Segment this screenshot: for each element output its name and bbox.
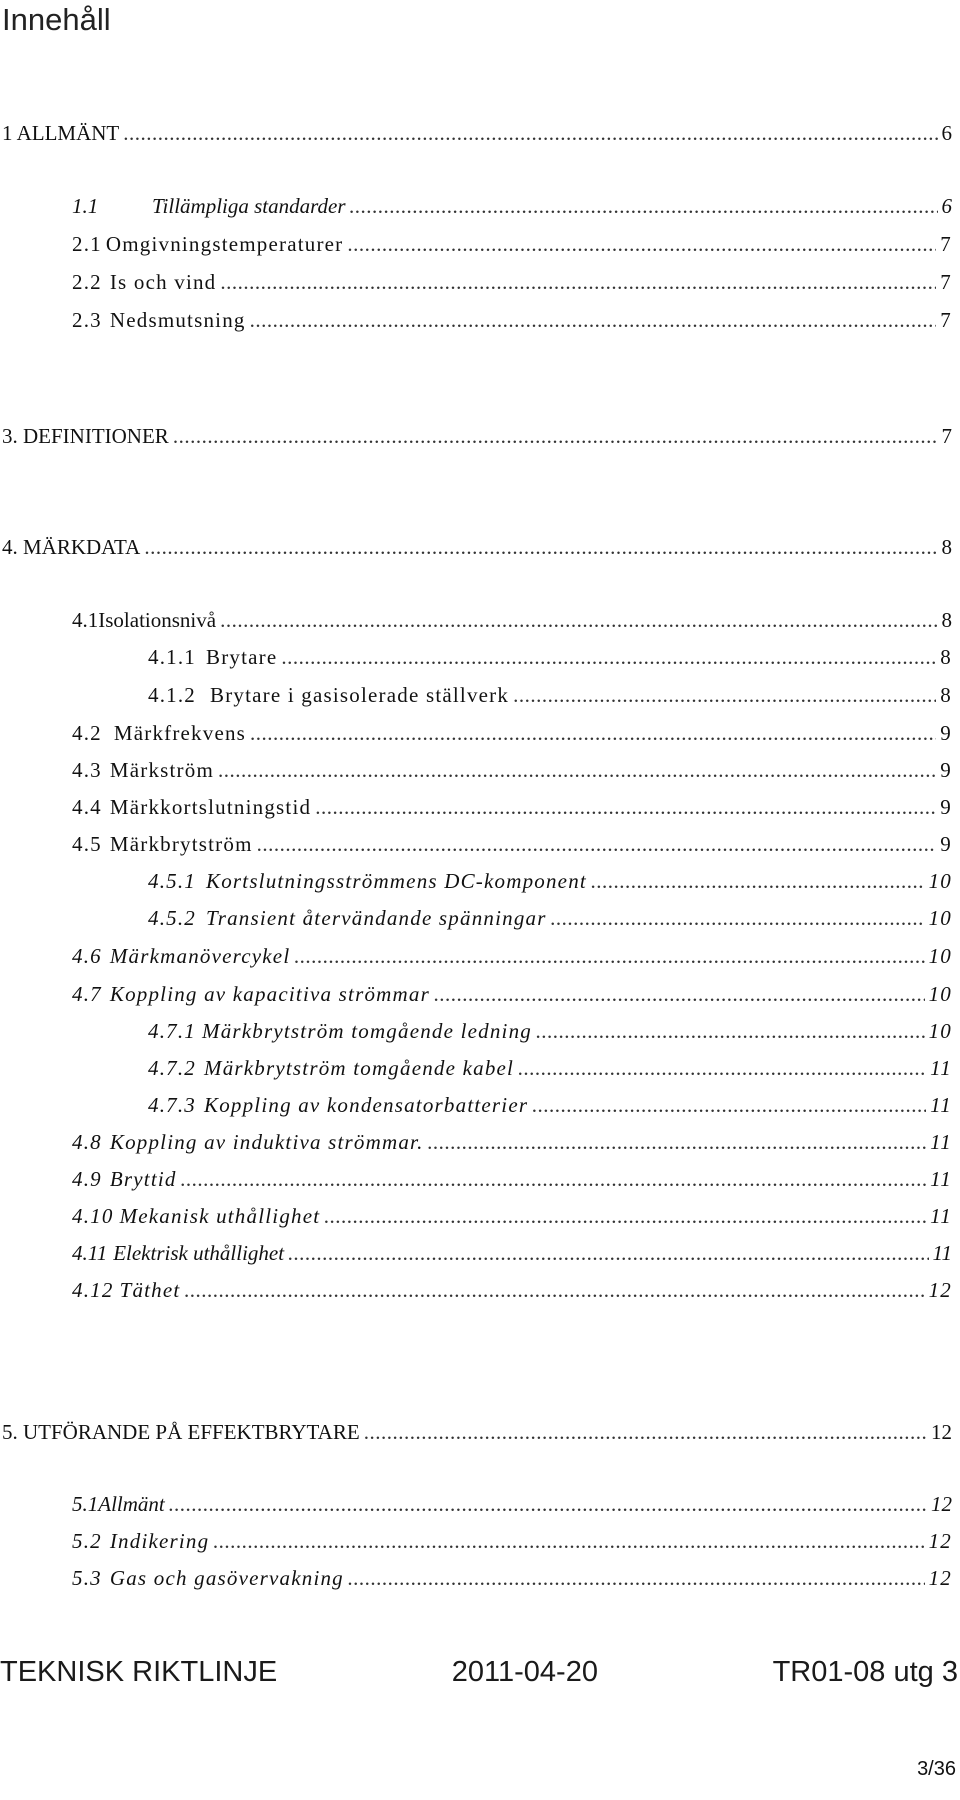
- toc-number: 1.1: [72, 194, 99, 218]
- toc-leader: [250, 305, 937, 335]
- toc-entry[interactable]: [72, 1238, 952, 1268]
- toc-entry[interactable]: [148, 866, 952, 896]
- toc-page: 11: [930, 1093, 952, 1117]
- toc-leader: [220, 267, 936, 297]
- toc-label: Transient återvändande spänningar: [206, 906, 547, 930]
- toc-label: Gas och gasövervakning: [109, 1566, 344, 1590]
- toc-label: Kortslutningsströmmens DC-komponent: [206, 869, 587, 893]
- toc-number: 4.10: [72, 1204, 114, 1228]
- toc-label: Koppling av induktiva strömmar.: [109, 1130, 424, 1154]
- toc-number: 4.5.2: [148, 906, 196, 930]
- toc-label: Indikering: [109, 1529, 210, 1553]
- toc-number: 4.12: [72, 1278, 114, 1302]
- toc-entry[interactable]: [148, 680, 952, 710]
- toc-label: Märkström: [109, 758, 214, 782]
- toc-entry[interactable]: [2, 421, 952, 451]
- toc-leader: [218, 755, 936, 785]
- toc-entry[interactable]: [72, 755, 952, 785]
- toc-page: 6: [941, 194, 952, 218]
- footer-document-type: TEKNISK RIKTLINJE: [0, 1656, 278, 1688]
- toc-label: Märkkortslutningstid: [109, 795, 312, 819]
- toc-number: 5. UTFÖRANDE PÅ EFFEKTBRYTARE: [2, 1420, 360, 1444]
- toc-leader: [518, 1053, 926, 1083]
- toc-label: Märkbrytström tomgående ledning: [202, 1019, 532, 1043]
- toc-label: Märkfrekvens: [113, 721, 247, 745]
- toc-leader: [181, 1164, 927, 1194]
- toc-label: Tillämpliga standarder: [152, 194, 346, 218]
- toc-label: Nedsmutsning: [109, 308, 246, 332]
- toc-entry[interactable]: [148, 1090, 952, 1120]
- toc-label: Brytare: [206, 645, 278, 669]
- toc-leader: [434, 979, 925, 1009]
- toc-label: Is och vind: [109, 270, 217, 294]
- toc-entry[interactable]: [72, 605, 952, 635]
- toc-leader: [281, 642, 936, 672]
- toc-number: 4.8: [72, 1130, 102, 1154]
- toc-number: 4.1.1: [148, 645, 196, 669]
- toc-leader: [288, 1238, 928, 1268]
- toc-entry[interactable]: [72, 1489, 952, 1519]
- toc-page: 8: [941, 608, 952, 632]
- toc-page: 8: [940, 683, 952, 707]
- toc-number: 4.5: [72, 832, 102, 856]
- toc-leader: [220, 605, 937, 635]
- toc-page: 11: [932, 1241, 952, 1265]
- toc-leader: [551, 903, 925, 933]
- toc-leader: [257, 829, 937, 859]
- toc-number: 4. MÄRKDATA: [2, 535, 141, 559]
- toc-entry[interactable]: [148, 1053, 952, 1083]
- toc-number: 4.3: [72, 758, 102, 782]
- toc-page: 6: [941, 121, 952, 145]
- page-title: Innehåll: [2, 2, 111, 37]
- toc-leader: [536, 1016, 925, 1046]
- toc-entry[interactable]: [72, 829, 952, 859]
- toc-entry[interactable]: [72, 1275, 952, 1305]
- toc-page: 7: [940, 308, 952, 332]
- toc-entry[interactable]: [72, 191, 952, 221]
- toc-entry[interactable]: [72, 1127, 952, 1157]
- toc-leader: [532, 1090, 926, 1120]
- toc-number: 4.11: [72, 1241, 108, 1265]
- toc-number: 4.7: [72, 982, 102, 1006]
- toc-entry[interactable]: [148, 1016, 952, 1046]
- toc-entry[interactable]: [72, 1526, 952, 1556]
- toc-number: 4.4: [72, 795, 102, 819]
- toc-entry[interactable]: [2, 1417, 952, 1447]
- toc-page: 9: [940, 795, 952, 819]
- toc-leader: [428, 1127, 927, 1157]
- toc-page: 12: [931, 1420, 952, 1444]
- toc-page: 12: [928, 1566, 952, 1590]
- toc-number: 5.1: [72, 1492, 99, 1516]
- toc-number: 4.7.1: [148, 1019, 196, 1043]
- toc-page: 12: [931, 1492, 952, 1516]
- toc-page: 7: [940, 270, 952, 294]
- toc-number: 2.2: [72, 270, 102, 294]
- toc-page: 8: [941, 535, 952, 559]
- toc-number: 4.7.3: [148, 1093, 196, 1117]
- toc-label: Märkmanövercykel: [109, 944, 291, 968]
- toc-leader: [347, 229, 936, 259]
- toc-page: 11: [930, 1204, 952, 1228]
- toc-entry[interactable]: [2, 532, 952, 562]
- footer-document-id: TR01-08 utg 3: [772, 1656, 958, 1688]
- toc-label: Märkbrytström tomgående kabel: [204, 1056, 515, 1080]
- toc-leader: [364, 1417, 927, 1447]
- toc-entry[interactable]: [72, 792, 952, 822]
- toc-page: 10: [928, 944, 952, 968]
- toc-number: 4.9: [72, 1167, 102, 1191]
- toc-leader: [294, 941, 924, 971]
- toc-page: 8: [940, 645, 952, 669]
- toc-label: Isolationsnivå: [98, 608, 217, 632]
- page-number: 3/36: [917, 1758, 956, 1780]
- toc-number: 4.7.2: [148, 1056, 196, 1080]
- toc-page: 9: [940, 758, 952, 782]
- toc-page: 7: [940, 232, 952, 256]
- toc-entry[interactable]: [72, 979, 952, 1009]
- toc-label: Allmänt: [98, 1492, 165, 1516]
- toc-entry[interactable]: [72, 1164, 952, 1194]
- toc-entry[interactable]: [72, 305, 952, 335]
- toc-leader: [173, 421, 938, 451]
- toc-label: Märkbrytström: [109, 832, 253, 856]
- toc-entry[interactable]: [2, 118, 952, 148]
- toc-page: 9: [940, 832, 952, 856]
- toc-leader: [184, 1275, 924, 1305]
- toc-leader: [144, 532, 937, 562]
- toc-leader: [250, 718, 936, 748]
- toc-entry[interactable]: [72, 1201, 952, 1231]
- toc-number: 2.3: [72, 308, 102, 332]
- toc-number: 2.1: [72, 232, 102, 256]
- toc-leader: [513, 680, 936, 710]
- toc-page: 10: [928, 982, 952, 1006]
- toc-page: 10: [928, 869, 952, 893]
- toc-leader: [315, 792, 936, 822]
- toc-entry[interactable]: [72, 718, 952, 748]
- toc-page: 7: [941, 424, 952, 448]
- toc-number: 1 ALLMÄNT: [2, 121, 120, 145]
- toc-page: 12: [928, 1278, 952, 1302]
- toc-page: 10: [928, 1019, 952, 1043]
- toc-leader: [213, 1526, 924, 1556]
- toc-number: 5.3: [72, 1566, 102, 1590]
- toc-leader: [591, 866, 925, 896]
- toc-leader: [324, 1201, 926, 1231]
- toc-number: 4.6: [72, 944, 102, 968]
- toc-entry[interactable]: [148, 642, 952, 672]
- toc-page: 11: [930, 1130, 952, 1154]
- toc-label: Täthet: [119, 1278, 181, 1302]
- toc-number: 5.2: [72, 1529, 102, 1553]
- toc-page: 11: [930, 1167, 952, 1191]
- toc-entry[interactable]: [72, 267, 952, 297]
- toc-label: Koppling av kondensatorbatterier: [204, 1093, 529, 1117]
- toc-label: Elektrisk uthållighet: [113, 1241, 285, 1265]
- toc-page: 12: [928, 1529, 952, 1553]
- toc-entry[interactable]: [72, 229, 952, 259]
- toc-leader: [169, 1489, 927, 1519]
- toc-entry[interactable]: [72, 1563, 952, 1593]
- toc-entry[interactable]: [148, 903, 952, 933]
- toc-label: Koppling av kapacitiva strömmar: [109, 982, 430, 1006]
- toc-page: 11: [930, 1056, 952, 1080]
- toc-number: 4.1: [72, 608, 99, 632]
- toc-page: 10: [928, 906, 952, 930]
- page-footer: [0, 1656, 958, 1689]
- toc-number: 4.5.1: [148, 869, 196, 893]
- toc-leader: [123, 118, 937, 148]
- toc-number: 4.1.2: [148, 683, 196, 707]
- toc-entry[interactable]: [72, 941, 952, 971]
- toc-label: Brytare i gasisolerade ställverk: [210, 683, 510, 707]
- toc-page: 9: [940, 721, 952, 745]
- toc-label: Bryttid: [109, 1167, 177, 1191]
- toc-leader: [350, 191, 938, 221]
- toc-label: Omgivningstemperaturer: [105, 232, 344, 256]
- toc-label: Mekanisk uthållighet: [119, 1204, 321, 1228]
- footer-date: 2011-04-20: [451, 1656, 598, 1688]
- toc-number: 4.2: [72, 721, 102, 745]
- toc-number: 3. DEFINITIONER: [2, 424, 169, 448]
- toc-leader: [348, 1563, 925, 1593]
